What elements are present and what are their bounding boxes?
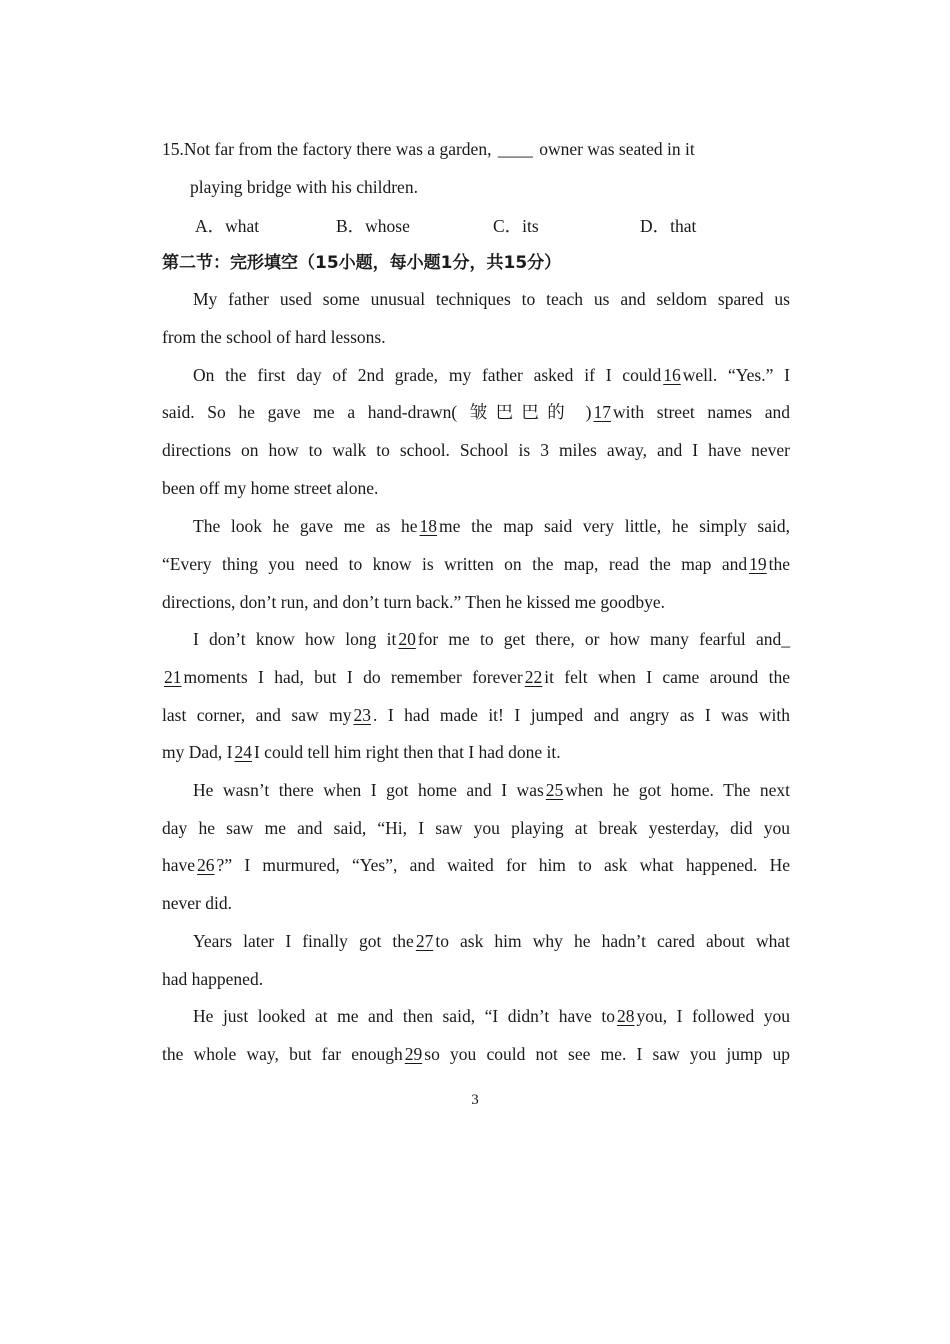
p4-text: I could tell him right then that I had done it.	[253, 742, 561, 762]
question-15-stem-cont: owner was seated in it	[539, 139, 695, 159]
blank-29: 29	[404, 1044, 423, 1064]
p3-line-2	[162, 553, 790, 575]
p4-text: my Dad, I	[162, 742, 233, 762]
p3-text: “Every thing you need to know is written on the map, read the map and	[162, 554, 748, 574]
p2-text: said. So he gave me a hand-drawn( 皱巴巴的 )	[162, 402, 592, 422]
p5-line-3	[162, 854, 790, 876]
blank-23: 23	[353, 705, 371, 725]
option-d: D．that	[640, 216, 697, 236]
p5-text: when he got home. The next	[565, 780, 790, 800]
p4-text: . I had made it! I jumped and angry as I was with	[372, 705, 790, 725]
p6-text: to ask him why he hadn’t cared about what	[435, 931, 790, 951]
p2-line-4: been off my home street alone.	[162, 478, 379, 498]
p6-line-1	[193, 930, 790, 952]
option-b: B．whose	[336, 216, 410, 236]
p7-text: the whole way, but far enough	[162, 1044, 403, 1064]
p4-text: for me to get there, or how many fearful and_	[417, 629, 790, 649]
blank-16: 16	[663, 365, 681, 385]
p5-line-2: day he saw me and said, “Hi, I saw you playing at break yesterday, did you	[162, 818, 790, 838]
p5-line-4: never did.	[162, 893, 232, 913]
p4-line-1	[193, 628, 790, 650]
blank-28: 28	[616, 1006, 635, 1026]
question-15-stem: 15.Not far from the factory there was a garden,	[162, 139, 492, 159]
blank-21: 21	[164, 667, 182, 687]
blank-22: 22	[524, 667, 543, 687]
blank-24: 24	[234, 742, 252, 762]
question-15-blank: ____	[497, 139, 533, 159]
p5-text: He wasn’t there when I got home and I was	[193, 780, 544, 800]
p2-line-3: directions on how to walk to school. School is 3 miles away, and I have never	[162, 440, 790, 460]
page-number: 3	[471, 1092, 479, 1108]
p7-line-2	[162, 1043, 790, 1065]
p2-line-2	[162, 401, 790, 423]
p5-text: have	[162, 855, 196, 875]
p4-line-3	[162, 704, 790, 726]
p4-text: last corner, and saw my	[162, 705, 352, 725]
p3-line-3: directions, don’t run, and don’t turn back.” Then he kissed me goodbye.	[162, 592, 666, 612]
p7-text: so you could not see me. I saw you jump up	[424, 1044, 791, 1064]
p6-text: Years later I finally got the	[193, 931, 414, 951]
p4-text: it felt when I came around the	[544, 667, 790, 687]
blank-27: 27	[415, 931, 434, 951]
blank-19: 19	[749, 554, 767, 574]
p4-text: I don’t know how long it	[193, 629, 397, 649]
p4-line-4	[162, 741, 790, 763]
p2-text: On the first day of 2nd grade, my father asked if I could	[193, 365, 662, 385]
section-heading: 第二节：完形填空（15小题，每小题1分，共15分）	[162, 253, 562, 273]
option-c: C．its	[493, 216, 539, 236]
p1-line-1: My father used some unusual techniques to teach us and seldom spared us	[193, 289, 790, 309]
question-15-line-1	[162, 138, 790, 160]
blank-18: 18	[419, 516, 438, 536]
p7-text: you, I followed you	[636, 1006, 790, 1026]
blank-26: 26	[197, 855, 215, 875]
blank-20: 20	[398, 629, 416, 649]
p4-line-2	[162, 666, 790, 688]
p1-line-2: from the school of hard lessons.	[162, 327, 386, 347]
p4-text: moments I had, but I do remember forever	[183, 667, 523, 687]
p5-line-1	[193, 779, 790, 801]
p7-text: He just looked at me and then said, “I didn’t have to	[193, 1006, 615, 1026]
p7-line-1	[193, 1005, 790, 1027]
p3-text: me the map said very little, he simply said,	[439, 516, 790, 536]
p5-text: ?” I murmured, “Yes”, and waited for him to ask what happened. He	[216, 855, 790, 875]
blank-25: 25	[545, 780, 564, 800]
question-15-line-2: playing bridge with his children.	[190, 177, 418, 197]
p2-line-1	[193, 364, 790, 386]
blank-17: 17	[593, 402, 612, 422]
p2-text: with street names and	[613, 402, 791, 422]
p3-text: the	[768, 554, 790, 574]
p6-line-2: had happened.	[162, 969, 264, 989]
option-a: A．what	[195, 216, 260, 236]
p3-line-1	[193, 515, 790, 537]
p2-text: well. “Yes.” I	[682, 365, 790, 385]
p3-text: The look he gave me as he	[193, 516, 418, 536]
